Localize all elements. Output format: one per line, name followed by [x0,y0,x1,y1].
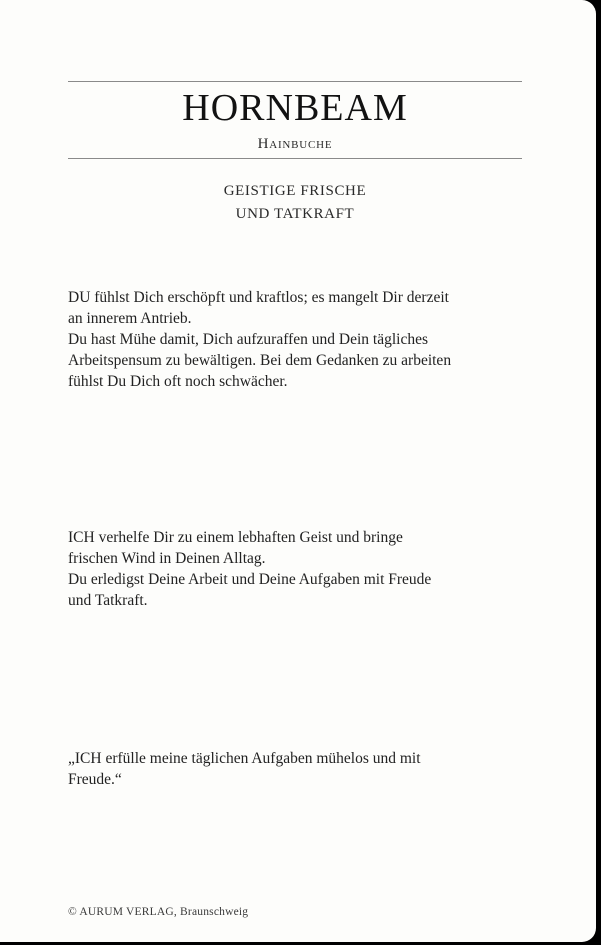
affirmation-line: „ICH erfülle meine täglichen Aufgaben mühelos und mit [68,750,421,767]
problem-line: fühlst Du Dich oft noch schwächer. [68,373,288,390]
problem-line: DU fühlst Dich erschöpft und kraftlos; es mangelt Dir derzeit [68,289,449,306]
problem-line: Arbeitspensum zu bewältigen. Bei dem Gedanken zu arbeiten [68,352,452,369]
remedy-line: und Tatkraft. [68,592,148,609]
title-divider [68,158,522,159]
affirmation-line: Freude.“ [68,771,122,788]
remedy-line: ICH verhelfe Dir zu einem lebhaften Geist und bringe [68,529,403,546]
affirmation-paragraph [68,748,526,790]
remedy-line: Du erledigst Deine Arbeit und Deine Aufgaben mit Freude [68,571,432,588]
theme-line: GEISTIGE FRISCHE [223,183,367,199]
problem-paragraph [68,287,526,392]
top-divider [68,81,522,82]
remedy-line: frischen Wind in Deinen Alltag. [68,550,266,567]
theme-line: UND TATKRAFT [235,206,355,222]
publisher-credit: © AURUM VERLAG, Braunschweig [68,906,249,918]
remedy-paragraph [68,527,526,611]
problem-line: Du hast Mühe damit, Dich aufzuraffen und Dein tägliches [68,331,428,348]
problem-line: an innerem Antrieb. [68,310,192,327]
card-theme [0,180,590,226]
card-title: HORNBEAM [182,87,408,129]
card-subtitle: Hainbuche [257,136,333,152]
